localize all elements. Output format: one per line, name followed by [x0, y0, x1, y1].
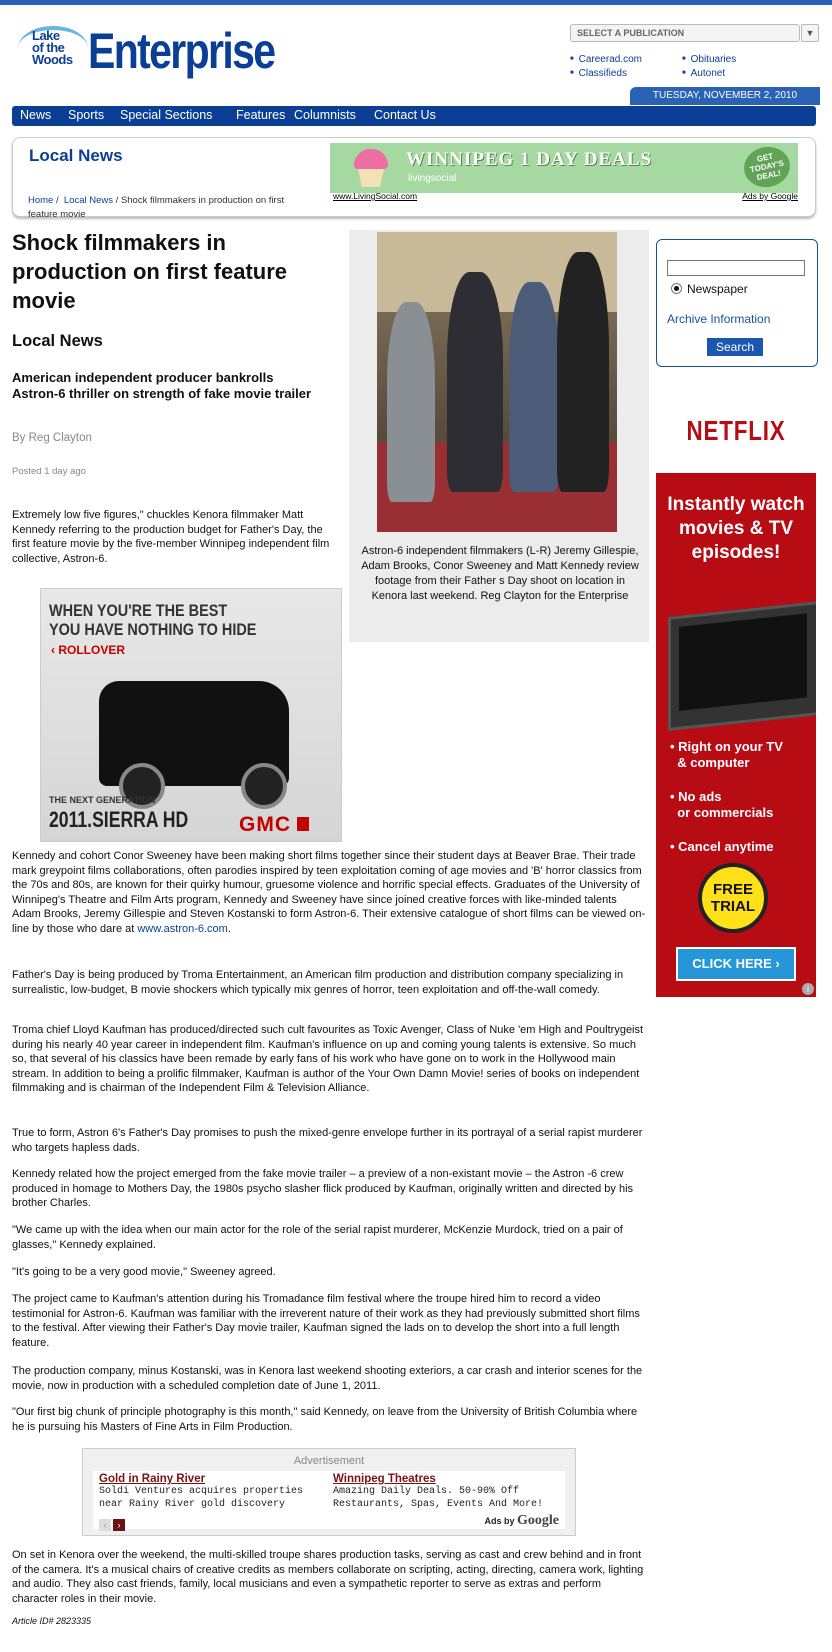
banner-badge[interactable]: GET TODAY'S DEAL!	[740, 143, 793, 191]
site-logo[interactable]	[18, 22, 288, 86]
search-box	[656, 239, 818, 367]
logo-small-text: Lake of the Woods	[32, 28, 73, 67]
gmc-logo-square	[297, 817, 309, 831]
ad-desc: Soldi Ventures acquires properties near Rainy River gold discovery	[99, 1486, 304, 1510]
article-paragraph: "We came up with the idea when our main actor for the role of the serial rapist murderer, McKenzie Murdock, tried on a pair of glasses," Kennedy explained.	[12, 1224, 623, 1251]
netflix-logo: NETFLIX	[686, 415, 786, 446]
article-paragraph: The project came to Kaufman's attention during his Tromadance film festival where the troupe hired him to record a video testimonial for Astron-6. Kaufman was familiar with the irreverent nature of their work as they had previously submitted short films to the festival. After viewing their Father's Day movie trailer, Kaufman signed the lads on to develop the short into a full length feature.	[12, 1293, 640, 1349]
nav-special-sections[interactable]: Special Sections	[120, 108, 213, 122]
search-button[interactable]: Search	[707, 338, 763, 356]
article-paragraph: On set in Kenora over the weekend, the multi-skilled troupe shares production tasks, serving as cast and crew behind and in front of the camera. It's a musical chairs of creative credits as members collaborate on scripting, acting, directing, camera work, lighting and audio. They also cast friends, family, local musicians and even a sympathetic reporter to serve as extras and perform character roles in their movie.	[12, 1549, 644, 1605]
free-trial-badge: FREE TRIAL	[698, 863, 768, 933]
text-ad-box	[82, 1448, 576, 1536]
ads-by-google-link[interactable]: Ads by Google	[742, 191, 798, 201]
nav-features[interactable]: Features	[236, 108, 286, 122]
article-paragraph: Kennedy related how the project emerged from the fake movie trailer – a preview of a non-existant movie – the Astron -6 crew produced in homage to Mothers Day, the 1980s psycho slasher flick produced by Kaufman, originally written and directed by his brother Charles.	[12, 1168, 634, 1209]
link-classifieds[interactable]: ■ Classifieds	[570, 68, 627, 79]
click-here-button[interactable]: CLICK HERE ›	[676, 947, 796, 981]
gmc-ad[interactable]	[40, 588, 342, 842]
link-careerad[interactable]: ■ Careerad.com	[570, 54, 642, 65]
article-title: Shock filmmakers in production on first feature movie	[12, 230, 287, 313]
nav-columnists[interactable]: Columnists	[294, 108, 356, 122]
breadcrumb-home[interactable]: Home	[28, 195, 54, 206]
advert-inner	[93, 1471, 565, 1529]
nav-news[interactable]: News	[20, 108, 52, 122]
ad-winnipeg-theatres	[333, 1473, 558, 1511]
breadcrumb: Home / Local News / Shock filmmakers in production on first feature movie	[28, 195, 285, 220]
article-paragraph-text: Kennedy and cohort Conor Sweeney have been making short films together since their student days at Beaver Brae. Their trade mark greypoint films collaborations, often parodies inspired by teen exploitation coming of age movies and 'B' horror classics from the 70s and 80s, are known for their quirky humour, gruesome violence and horrific special effects. Graduates of the University of Winnipeg's Theatre and Film Arts program, Kennedy and Sweeney have since joined creative forces with like-minded talents Adam Brooks, Jeremy Gillespie and Steven Kostanski to form Astron-6. Their extensive catalogue of short films can be viewed on-line by those who dare at	[12, 850, 646, 935]
banner-brand: livingsocial	[408, 173, 457, 184]
gmc-model: 2011.SIERRA HD	[49, 807, 189, 832]
article-paragraph: True to form, Astron 6's Father's Day promises to push the mixed-genre envelope further in its portrayal of a serial rapist murderer who targets hapless dads.	[12, 1127, 643, 1154]
photo-person-4	[557, 252, 609, 492]
gmc-rollover[interactable]: ‹ ROLLOVER	[51, 643, 125, 657]
article-paragraph: "It's going to be a very good movie," Sweeney agreed.	[12, 1266, 276, 1278]
article-paragraph: Troma chief Lloyd Kaufman has produced/directed such cult favourites as Toxic Avenger, Class of Nuke 'em High and Poultrygeist during his nearly 40 year career in independent film. Kaufman's influence on up and coming young talents is extensive. So much so, that several of his classics have been remade by early fans of his work who have gone on to work in the Hollywood main stream. In addition to being a prolific filmmaker, Kaufman is author of the Your Own Damn Movie! series of books on independent filmmaking and is chairman of the Independent Film & Television Alliance.	[12, 1024, 644, 1094]
publication-select[interactable]	[570, 24, 815, 42]
chevron-down-icon[interactable]: ▼	[801, 24, 819, 42]
photo-person-3	[509, 282, 559, 492]
gmc-logo-text: GMC	[239, 813, 291, 836]
google-logo: Google	[517, 1513, 559, 1528]
date-bar: TUESDAY, NOVEMBER 2, 2010	[630, 87, 820, 105]
article-paragraph: Father's Day is being produced by Troma Entertainment, an American film production and distribution company specializing in surrealistic, low-budget, B movie shockers which typically mix genres of horror, teen exploitation and off-the-wall comedy.	[12, 969, 624, 996]
main-nav	[12, 106, 816, 126]
truck-wheel	[241, 763, 287, 809]
banner-url-link[interactable]: www.LivingSocial.com	[333, 191, 418, 201]
article-posted: Posted 1 day ago	[12, 466, 86, 477]
ads-by-google[interactable]	[484, 1513, 559, 1529]
logo-wordmark: Enterprise	[88, 23, 275, 79]
ad-pager	[99, 1515, 127, 1533]
tv-image	[668, 601, 816, 731]
article-paragraph: The production company, minus Kostanski, was in Kenora last weekend shooting exteriors, a car crash and interior scenes for the movie, now in production with a scheduled completion date of June 1, 2011.	[12, 1365, 643, 1392]
ad-title-link[interactable]: Winnipeg Theatres	[333, 1473, 436, 1485]
link-obituaries[interactable]: ■ Obituaries	[682, 54, 736, 65]
article-paragraph: Kennedy and cohort Conor Sweeney have been making short films together since their student days at Beaver Brae. Their trade mark greypoint films collaborations, often parodies inspired by teen exploitation coming of age movies and 'B' horror classics from the 70s and 80s, are known for their quirky humour, gruesome violence and horrific special effects. Graduates of the University of Winnipeg's Theatre and Film Arts program, Kennedy and Sweeney have since joined creative forces with like-minded talents Adam Brooks, Jeremy Gillespie and Steven Kostanski to form Astron-6. Their extensive catalogue of short films can be viewed on-line by those who dare at www.astron-6.com.	[12, 850, 646, 935]
ads-by-label: Ads by	[484, 1516, 515, 1526]
ad-desc: Amazing Daily Deals. 50-90% Off Restaurants, Spas, Events And More!	[333, 1486, 544, 1510]
astron-6-link[interactable]: www.astron-6.com	[137, 922, 228, 935]
search-input[interactable]	[667, 260, 805, 276]
archive-information-link[interactable]: Archive Information	[667, 312, 771, 326]
photo-caption: Astron-6 independent filmmakers (L-R) Jeremy Gillespie, Adam Brooks, Conor Sweeney and Matt Kennedy review footage from their Father s Day shoot on location in Kenora last weekend. Reg Clayton for the Enterprise	[361, 545, 639, 602]
cupcake-icon	[354, 149, 388, 187]
photo-person-2	[447, 272, 503, 492]
nav-contact-us[interactable]: Contact Us	[374, 108, 436, 122]
netflix-bullet: • Cancel anytime	[670, 839, 774, 854]
gmc-logo	[239, 813, 309, 837]
advert-label: Advertisement	[293, 1455, 365, 1467]
radio-label: Newspaper	[687, 282, 748, 296]
breadcrumb-section[interactable]: Local News	[63, 195, 114, 206]
article-lead: Extremely low five figures," chuckles Kenora filmmaker Matt Kennedy referring to the production budget for Father's Day, the first feature movie by the five-member Winnipeg independent film collective, Astron-6.	[12, 509, 330, 565]
banner-headline: WINNIPEG 1 DAY DEALS	[406, 149, 653, 170]
article-byline: By Reg Clayton	[12, 432, 92, 444]
netflix-headline: Instantly watch movies & TV episodes!	[667, 494, 805, 563]
radio-icon[interactable]	[671, 283, 682, 294]
chevron-right-icon[interactable]: ›	[113, 1519, 125, 1531]
link-autonet[interactable]: ■ Autonet	[682, 68, 725, 79]
livingsocial-banner-ad[interactable]	[330, 143, 798, 193]
chevron-left-icon[interactable]: ‹	[99, 1519, 111, 1531]
newspaper-radio[interactable]	[671, 282, 748, 296]
section-title: Local News	[29, 146, 123, 165]
netflix-ad[interactable]	[656, 397, 816, 997]
article-id: Article ID# 2823335	[12, 1616, 92, 1626]
ad-gold-rainy-river	[99, 1473, 324, 1511]
article-paragraph: "Our first big chunk of principle photography is this month," said Kennedy, on leave from the University of British Columbia where he is pursuing his Masters of Fine Arts in Film Production.	[12, 1406, 638, 1433]
nav-sports[interactable]: Sports	[68, 108, 105, 122]
breadcrumb-current: Shock filmmakers in production on first feature movie	[28, 195, 285, 220]
tv-screen	[679, 613, 807, 710]
publication-select-label: SELECT A PUBLICATION	[577, 28, 685, 38]
article-section: Local News	[12, 332, 103, 350]
top-accent-bar	[0, 0, 832, 5]
photo-person-1	[387, 302, 435, 502]
netflix-bullet: • No ads or commercials	[670, 789, 774, 820]
article-photo[interactable]	[377, 232, 617, 532]
gmc-headline: WHEN YOU'RE THE BEST YOU HAVE NOTHING TO HIDE	[49, 601, 257, 639]
ad-title-link[interactable]: Gold in Rainy River	[99, 1473, 206, 1485]
article-deck: American independent producer bankrolls Astron-6 thriller on strength of fake movie trailer	[12, 370, 312, 401]
gmc-next-gen: THE NEXT GENERATION	[49, 795, 156, 805]
netflix-bullet: • Right on your TV & computer	[670, 739, 783, 770]
info-icon[interactable]: i	[802, 983, 814, 995]
photo-box	[349, 230, 649, 642]
